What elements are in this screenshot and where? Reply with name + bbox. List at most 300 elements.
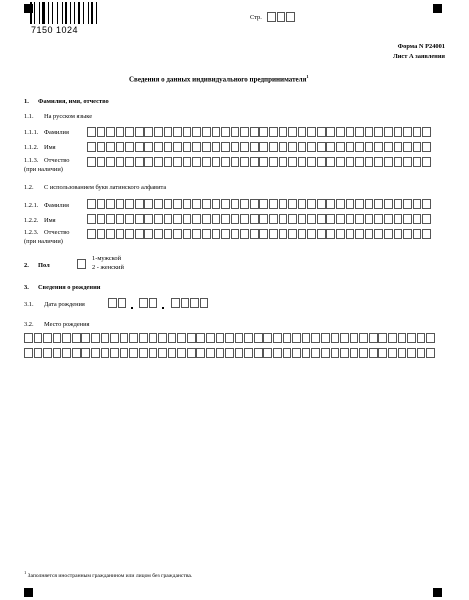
letter-cell[interactable] — [321, 348, 330, 358]
letter-cell[interactable] — [403, 127, 412, 137]
firstname-lat-field[interactable] — [87, 214, 432, 224]
letter-cell[interactable] — [240, 127, 249, 137]
letter-cell[interactable] — [250, 142, 259, 152]
letter-cell[interactable] — [183, 157, 192, 167]
letter-cell[interactable] — [106, 127, 115, 137]
letter-cell[interactable] — [97, 229, 106, 239]
letter-cell[interactable] — [283, 333, 292, 343]
lastname-lat-field[interactable] — [87, 199, 432, 209]
letter-cell[interactable] — [263, 333, 272, 343]
letter-cell[interactable] — [355, 199, 364, 209]
letter-cell[interactable] — [116, 229, 125, 239]
letter-cell[interactable] — [62, 348, 71, 358]
letter-cell[interactable] — [259, 229, 268, 239]
letter-cell[interactable] — [116, 199, 125, 209]
letter-cell[interactable] — [202, 127, 211, 137]
letter-cell[interactable] — [120, 333, 129, 343]
letter-cell[interactable] — [91, 333, 100, 343]
letter-cell[interactable] — [154, 199, 163, 209]
letter-cell[interactable] — [346, 127, 355, 137]
letter-cell[interactable] — [413, 214, 422, 224]
letter-cell[interactable] — [307, 157, 316, 167]
letter-cell[interactable] — [240, 199, 249, 209]
letter-cell[interactable] — [311, 348, 320, 358]
letter-cell[interactable] — [355, 157, 364, 167]
letter-cell[interactable] — [403, 142, 412, 152]
letter-cell[interactable] — [346, 199, 355, 209]
letter-cell[interactable] — [183, 127, 192, 137]
letter-cell[interactable] — [129, 333, 138, 343]
letter-cell[interactable] — [403, 214, 412, 224]
letter-cell[interactable] — [269, 214, 278, 224]
letter-cell[interactable] — [212, 142, 221, 152]
letter-cell[interactable] — [288, 199, 297, 209]
letter-cell[interactable] — [250, 157, 259, 167]
letter-cell[interactable] — [384, 214, 393, 224]
letter-cell[interactable] — [154, 214, 163, 224]
letter-cell[interactable] — [187, 333, 196, 343]
letter-cell[interactable] — [116, 127, 125, 137]
letter-cell[interactable] — [106, 142, 115, 152]
letter-cell[interactable] — [139, 348, 148, 358]
letter-cell[interactable] — [326, 157, 335, 167]
letter-cell[interactable] — [231, 157, 240, 167]
letter-cell[interactable] — [394, 229, 403, 239]
letter-cell[interactable] — [206, 333, 215, 343]
letter-cell[interactable] — [231, 214, 240, 224]
letter-cell[interactable] — [394, 214, 403, 224]
letter-cell[interactable] — [135, 199, 144, 209]
letter-cell[interactable] — [206, 348, 215, 358]
letter-cell[interactable] — [336, 157, 345, 167]
letter-cell[interactable] — [202, 157, 211, 167]
letter-cell[interactable] — [106, 214, 115, 224]
letter-cell[interactable] — [154, 142, 163, 152]
patronymic-lat-field[interactable] — [87, 229, 432, 239]
letter-cell[interactable] — [388, 348, 397, 358]
letter-cell[interactable] — [97, 199, 106, 209]
letter-cell[interactable] — [240, 214, 249, 224]
letter-cell[interactable] — [374, 142, 383, 152]
letter-cell[interactable] — [101, 348, 110, 358]
letter-cell[interactable] — [326, 214, 335, 224]
letter-cell[interactable] — [225, 348, 234, 358]
letter-cell[interactable] — [279, 142, 288, 152]
letter-cell[interactable] — [355, 142, 364, 152]
letter-cell[interactable] — [365, 127, 374, 137]
letter-cell[interactable] — [336, 127, 345, 137]
letter-cell[interactable] — [221, 142, 230, 152]
letter-cell[interactable] — [269, 142, 278, 152]
letter-cell[interactable] — [244, 333, 253, 343]
letter-cell[interactable] — [365, 199, 374, 209]
birth-month-field[interactable] — [139, 298, 158, 308]
letter-cell[interactable] — [97, 214, 106, 224]
letter-cell[interactable] — [307, 229, 316, 239]
letter-cell[interactable] — [164, 229, 173, 239]
patronymic-ru-field[interactable] — [87, 157, 432, 167]
letter-cell[interactable] — [286, 12, 295, 22]
letter-cell[interactable] — [240, 229, 249, 239]
letter-cell[interactable] — [302, 333, 311, 343]
letter-cell[interactable] — [311, 333, 320, 343]
letter-cell[interactable] — [173, 229, 182, 239]
letter-cell[interactable] — [365, 214, 374, 224]
letter-cell[interactable] — [118, 298, 127, 308]
letter-cell[interactable] — [413, 142, 422, 152]
letter-cell[interactable] — [101, 333, 110, 343]
letter-cell[interactable] — [317, 214, 326, 224]
birth-year-field[interactable] — [171, 298, 209, 308]
letter-cell[interactable] — [326, 229, 335, 239]
letter-cell[interactable] — [110, 333, 119, 343]
letter-cell[interactable] — [164, 157, 173, 167]
letter-cell[interactable] — [221, 229, 230, 239]
letter-cell[interactable] — [250, 199, 259, 209]
letter-cell[interactable] — [231, 127, 240, 137]
letter-cell[interactable] — [336, 229, 345, 239]
letter-cell[interactable] — [355, 229, 364, 239]
letter-cell[interactable] — [235, 348, 244, 358]
letter-cell[interactable] — [235, 333, 244, 343]
letter-cell[interactable] — [24, 348, 33, 358]
letter-cell[interactable] — [97, 142, 106, 152]
letter-cell[interactable] — [135, 127, 144, 137]
letter-cell[interactable] — [288, 214, 297, 224]
letter-cell[interactable] — [407, 348, 416, 358]
letter-cell[interactable] — [221, 199, 230, 209]
page-number-field[interactable] — [267, 12, 296, 22]
letter-cell[interactable] — [403, 199, 412, 209]
letter-cell[interactable] — [374, 157, 383, 167]
letter-cell[interactable] — [273, 333, 282, 343]
letter-cell[interactable] — [87, 142, 96, 152]
letter-cell[interactable] — [125, 199, 134, 209]
letter-cell[interactable] — [307, 214, 316, 224]
letter-cell[interactable] — [154, 157, 163, 167]
letter-cell[interactable] — [317, 229, 326, 239]
letter-cell[interactable] — [183, 229, 192, 239]
letter-cell[interactable] — [288, 229, 297, 239]
letter-cell[interactable] — [164, 142, 173, 152]
letter-cell[interactable] — [168, 333, 177, 343]
letter-cell[interactable] — [413, 199, 422, 209]
letter-cell[interactable] — [168, 348, 177, 358]
letter-cell[interactable] — [97, 127, 106, 137]
letter-cell[interactable] — [279, 214, 288, 224]
letter-cell[interactable] — [422, 199, 431, 209]
letter-cell[interactable] — [231, 229, 240, 239]
letter-cell[interactable] — [154, 229, 163, 239]
letter-cell[interactable] — [298, 127, 307, 137]
letter-cell[interactable] — [106, 157, 115, 167]
letter-cell[interactable] — [378, 333, 387, 343]
letter-cell[interactable] — [336, 142, 345, 152]
letter-cell[interactable] — [273, 348, 282, 358]
letter-cell[interactable] — [369, 348, 378, 358]
letter-cell[interactable] — [200, 298, 209, 308]
letter-cell[interactable] — [331, 348, 340, 358]
letter-cell[interactable] — [336, 214, 345, 224]
letter-cell[interactable] — [125, 229, 134, 239]
letter-cell[interactable] — [149, 298, 158, 308]
letter-cell[interactable] — [307, 199, 316, 209]
letter-cell[interactable] — [187, 348, 196, 358]
letter-cell[interactable] — [254, 333, 263, 343]
letter-cell[interactable] — [192, 157, 201, 167]
letter-cell[interactable] — [346, 157, 355, 167]
letter-cell[interactable] — [139, 333, 148, 343]
letter-cell[interactable] — [120, 348, 129, 358]
letter-cell[interactable] — [269, 229, 278, 239]
letter-cell[interactable] — [298, 142, 307, 152]
letter-cell[interactable] — [298, 214, 307, 224]
letter-cell[interactable] — [231, 199, 240, 209]
letter-cell[interactable] — [216, 348, 225, 358]
letter-cell[interactable] — [346, 142, 355, 152]
letter-cell[interactable] — [106, 199, 115, 209]
letter-cell[interactable] — [231, 142, 240, 152]
letter-cell[interactable] — [269, 199, 278, 209]
letter-cell[interactable] — [192, 199, 201, 209]
letter-cell[interactable] — [302, 348, 311, 358]
letter-cell[interactable] — [346, 214, 355, 224]
letter-cell[interactable] — [384, 157, 393, 167]
letter-cell[interactable] — [413, 229, 422, 239]
birthplace-field-row1[interactable] — [24, 333, 436, 343]
letter-cell[interactable] — [158, 348, 167, 358]
letter-cell[interactable] — [422, 142, 431, 152]
birth-day-field[interactable] — [108, 298, 127, 308]
letter-cell[interactable] — [192, 214, 201, 224]
letter-cell[interactable] — [340, 333, 349, 343]
letter-cell[interactable] — [307, 127, 316, 137]
letter-cell[interactable] — [87, 127, 96, 137]
letter-cell[interactable] — [212, 229, 221, 239]
letter-cell[interactable] — [374, 229, 383, 239]
letter-cell[interactable] — [240, 157, 249, 167]
letter-cell[interactable] — [202, 142, 211, 152]
letter-cell[interactable] — [24, 333, 33, 343]
letter-cell[interactable] — [171, 298, 180, 308]
letter-cell[interactable] — [110, 348, 119, 358]
letter-cell[interactable] — [307, 142, 316, 152]
letter-cell[interactable] — [388, 333, 397, 343]
letter-cell[interactable] — [259, 214, 268, 224]
letter-cell[interactable] — [259, 127, 268, 137]
letter-cell[interactable] — [355, 214, 364, 224]
letter-cell[interactable] — [183, 214, 192, 224]
letter-cell[interactable] — [355, 127, 364, 137]
letter-cell[interactable] — [359, 348, 368, 358]
letter-cell[interactable] — [279, 127, 288, 137]
letter-cell[interactable] — [346, 229, 355, 239]
letter-cell[interactable] — [413, 127, 422, 137]
letter-cell[interactable] — [53, 333, 62, 343]
letter-cell[interactable] — [407, 333, 416, 343]
letter-cell[interactable] — [269, 127, 278, 137]
letter-cell[interactable] — [317, 127, 326, 137]
letter-cell[interactable] — [183, 199, 192, 209]
letter-cell[interactable] — [144, 142, 153, 152]
letter-cell[interactable] — [158, 333, 167, 343]
letter-cell[interactable] — [192, 127, 201, 137]
letter-cell[interactable] — [283, 348, 292, 358]
letter-cell[interactable] — [244, 348, 253, 358]
letter-cell[interactable] — [422, 229, 431, 239]
letter-cell[interactable] — [144, 127, 153, 137]
letter-cell[interactable] — [192, 142, 201, 152]
letter-cell[interactable] — [326, 199, 335, 209]
letter-cell[interactable] — [91, 348, 100, 358]
letter-cell[interactable] — [106, 229, 115, 239]
letter-cell[interactable] — [34, 333, 43, 343]
letter-cell[interactable] — [321, 333, 330, 343]
letter-cell[interactable] — [202, 229, 211, 239]
letter-cell[interactable] — [267, 12, 276, 22]
letter-cell[interactable] — [77, 259, 86, 269]
letter-cell[interactable] — [196, 348, 205, 358]
letter-cell[interactable] — [129, 348, 138, 358]
letter-cell[interactable] — [212, 199, 221, 209]
letter-cell[interactable] — [326, 127, 335, 137]
letter-cell[interactable] — [177, 348, 186, 358]
letter-cell[interactable] — [413, 157, 422, 167]
letter-cell[interactable] — [173, 214, 182, 224]
letter-cell[interactable] — [365, 157, 374, 167]
letter-cell[interactable] — [378, 348, 387, 358]
letter-cell[interactable] — [181, 298, 190, 308]
letter-cell[interactable] — [72, 348, 81, 358]
letter-cell[interactable] — [154, 127, 163, 137]
letter-cell[interactable] — [108, 298, 117, 308]
letter-cell[interactable] — [135, 157, 144, 167]
letter-cell[interactable] — [125, 127, 134, 137]
letter-cell[interactable] — [173, 157, 182, 167]
letter-cell[interactable] — [365, 142, 374, 152]
letter-cell[interactable] — [269, 157, 278, 167]
letter-cell[interactable] — [72, 333, 81, 343]
letter-cell[interactable] — [125, 157, 134, 167]
letter-cell[interactable] — [202, 214, 211, 224]
firstname-ru-field[interactable] — [87, 142, 432, 152]
letter-cell[interactable] — [384, 199, 393, 209]
letter-cell[interactable] — [173, 127, 182, 137]
letter-cell[interactable] — [173, 199, 182, 209]
letter-cell[interactable] — [336, 199, 345, 209]
letter-cell[interactable] — [250, 127, 259, 137]
letter-cell[interactable] — [196, 333, 205, 343]
letter-cell[interactable] — [202, 199, 211, 209]
letter-cell[interactable] — [417, 348, 426, 358]
letter-cell[interactable] — [116, 157, 125, 167]
letter-cell[interactable] — [277, 12, 286, 22]
letter-cell[interactable] — [216, 333, 225, 343]
letter-cell[interactable] — [317, 142, 326, 152]
letter-cell[interactable] — [250, 229, 259, 239]
letter-cell[interactable] — [259, 142, 268, 152]
letter-cell[interactable] — [43, 333, 52, 343]
letter-cell[interactable] — [190, 298, 199, 308]
letter-cell[interactable] — [144, 199, 153, 209]
letter-cell[interactable] — [62, 333, 71, 343]
birthplace-field-row2[interactable] — [24, 348, 436, 358]
letter-cell[interactable] — [116, 214, 125, 224]
letter-cell[interactable] — [164, 214, 173, 224]
letter-cell[interactable] — [384, 142, 393, 152]
letter-cell[interactable] — [292, 348, 301, 358]
letter-cell[interactable] — [87, 214, 96, 224]
letter-cell[interactable] — [221, 214, 230, 224]
letter-cell[interactable] — [149, 348, 158, 358]
letter-cell[interactable] — [212, 157, 221, 167]
letter-cell[interactable] — [365, 229, 374, 239]
gender-field[interactable] — [77, 259, 87, 269]
letter-cell[interactable] — [212, 214, 221, 224]
letter-cell[interactable] — [426, 333, 435, 343]
letter-cell[interactable] — [81, 333, 90, 343]
letter-cell[interactable] — [384, 229, 393, 239]
letter-cell[interactable] — [149, 333, 158, 343]
letter-cell[interactable] — [340, 348, 349, 358]
letter-cell[interactable] — [97, 157, 106, 167]
letter-cell[interactable] — [183, 142, 192, 152]
letter-cell[interactable] — [298, 157, 307, 167]
letter-cell[interactable] — [263, 348, 272, 358]
letter-cell[interactable] — [259, 157, 268, 167]
letter-cell[interactable] — [394, 127, 403, 137]
letter-cell[interactable] — [81, 348, 90, 358]
letter-cell[interactable] — [177, 333, 186, 343]
letter-cell[interactable] — [43, 348, 52, 358]
letter-cell[interactable] — [292, 333, 301, 343]
letter-cell[interactable] — [87, 157, 96, 167]
letter-cell[interactable] — [254, 348, 263, 358]
letter-cell[interactable] — [331, 333, 340, 343]
letter-cell[interactable] — [374, 127, 383, 137]
letter-cell[interactable] — [359, 333, 368, 343]
letter-cell[interactable] — [279, 157, 288, 167]
letter-cell[interactable] — [403, 157, 412, 167]
letter-cell[interactable] — [87, 199, 96, 209]
letter-cell[interactable] — [426, 348, 435, 358]
letter-cell[interactable] — [173, 142, 182, 152]
letter-cell[interactable] — [350, 333, 359, 343]
letter-cell[interactable] — [53, 348, 62, 358]
letter-cell[interactable] — [374, 214, 383, 224]
letter-cell[interactable] — [288, 157, 297, 167]
letter-cell[interactable] — [34, 348, 43, 358]
letter-cell[interactable] — [374, 199, 383, 209]
letter-cell[interactable] — [144, 229, 153, 239]
letter-cell[interactable] — [403, 229, 412, 239]
letter-cell[interactable] — [394, 157, 403, 167]
letter-cell[interactable] — [250, 214, 259, 224]
letter-cell[interactable] — [221, 157, 230, 167]
letter-cell[interactable] — [125, 142, 134, 152]
letter-cell[interactable] — [422, 127, 431, 137]
letter-cell[interactable] — [317, 199, 326, 209]
letter-cell[interactable] — [398, 333, 407, 343]
letter-cell[interactable] — [422, 214, 431, 224]
letter-cell[interactable] — [369, 333, 378, 343]
lastname-ru-field[interactable] — [87, 127, 432, 137]
letter-cell[interactable] — [135, 142, 144, 152]
letter-cell[interactable] — [398, 348, 407, 358]
letter-cell[interactable] — [259, 199, 268, 209]
letter-cell[interactable] — [350, 348, 359, 358]
letter-cell[interactable] — [422, 157, 431, 167]
